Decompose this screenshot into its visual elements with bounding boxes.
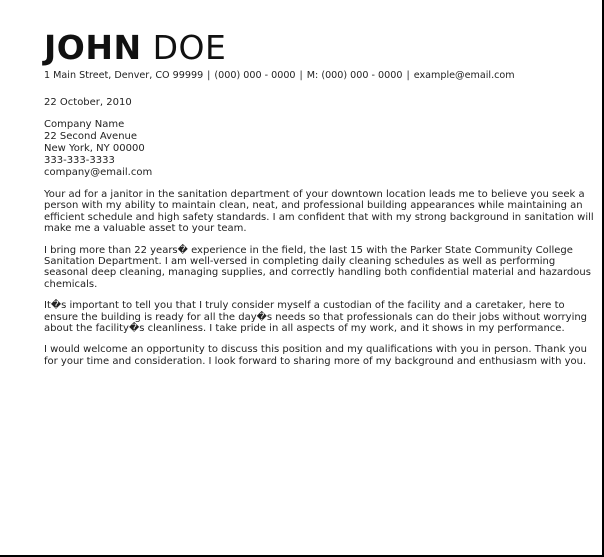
sender-address: 1 Main Street, Denver, CO 99999 — [44, 70, 204, 81]
recipient-block — [44, 119, 594, 179]
sender-first-name: JOHN — [44, 28, 142, 67]
separator: | — [406, 70, 410, 81]
separator: | — [207, 70, 211, 81]
recipient-city: New York, NY 00000 — [44, 143, 145, 154]
letter-body — [44, 189, 594, 367]
letter-date: 22 October, 2010 — [44, 97, 132, 108]
sender-mobile: M: (000) 000 - 0000 — [306, 70, 403, 81]
body-paragraph: I would welcome an opportunity to discuss this position and my qualifications with you in person. Thank you for your time and consideration. I look forward to sharing more of my background and enthusiasm with you. — [44, 344, 587, 367]
recipient-email: company@email.com — [44, 167, 153, 178]
sender-phone: (000) 000 - 0000 — [214, 70, 296, 81]
sender-name — [44, 30, 594, 66]
body-paragraph: It�s important to tell you that I truly consider myself a custodian of the facility and a caretaker, here to ensure the building is ready for all the day�s needs so that professionals can do their jobs without worrying about the facility�s cleanliness. I take pride in all aspects of my work, and it shows in my performance. — [44, 300, 588, 335]
sender-last-name: DOE — [152, 28, 227, 67]
sender-contact-line — [44, 69, 594, 82]
cover-letter — [44, 30, 594, 367]
sender-email: example@email.com — [413, 70, 515, 81]
body-paragraph: I bring more than 22 years� experience in the field, the last 15 with the Parker State Community College Sanitation Department. I am well-versed in completing daily cleaning schedules as well as performing seasonal deep cleaning, managing supplies, and correctly handling both confidential material and hazardous chemicals. — [44, 244, 591, 290]
recipient-street: 22 Second Avenue — [44, 131, 138, 142]
body-paragraph: Your ad for a janitor in the sanitation department of your downtown location leads me to believe you seek a person with my ability to maintain clean, neat, and professional building appearances while maintaining an efficient schedule and high safety standards. I am confident that with my strong background in sanitation will make me a valuable asset to your team. — [44, 189, 594, 235]
separator: | — [299, 70, 303, 81]
recipient-company: Company Name — [44, 119, 125, 130]
recipient-phone: 333-333-3333 — [44, 155, 115, 166]
